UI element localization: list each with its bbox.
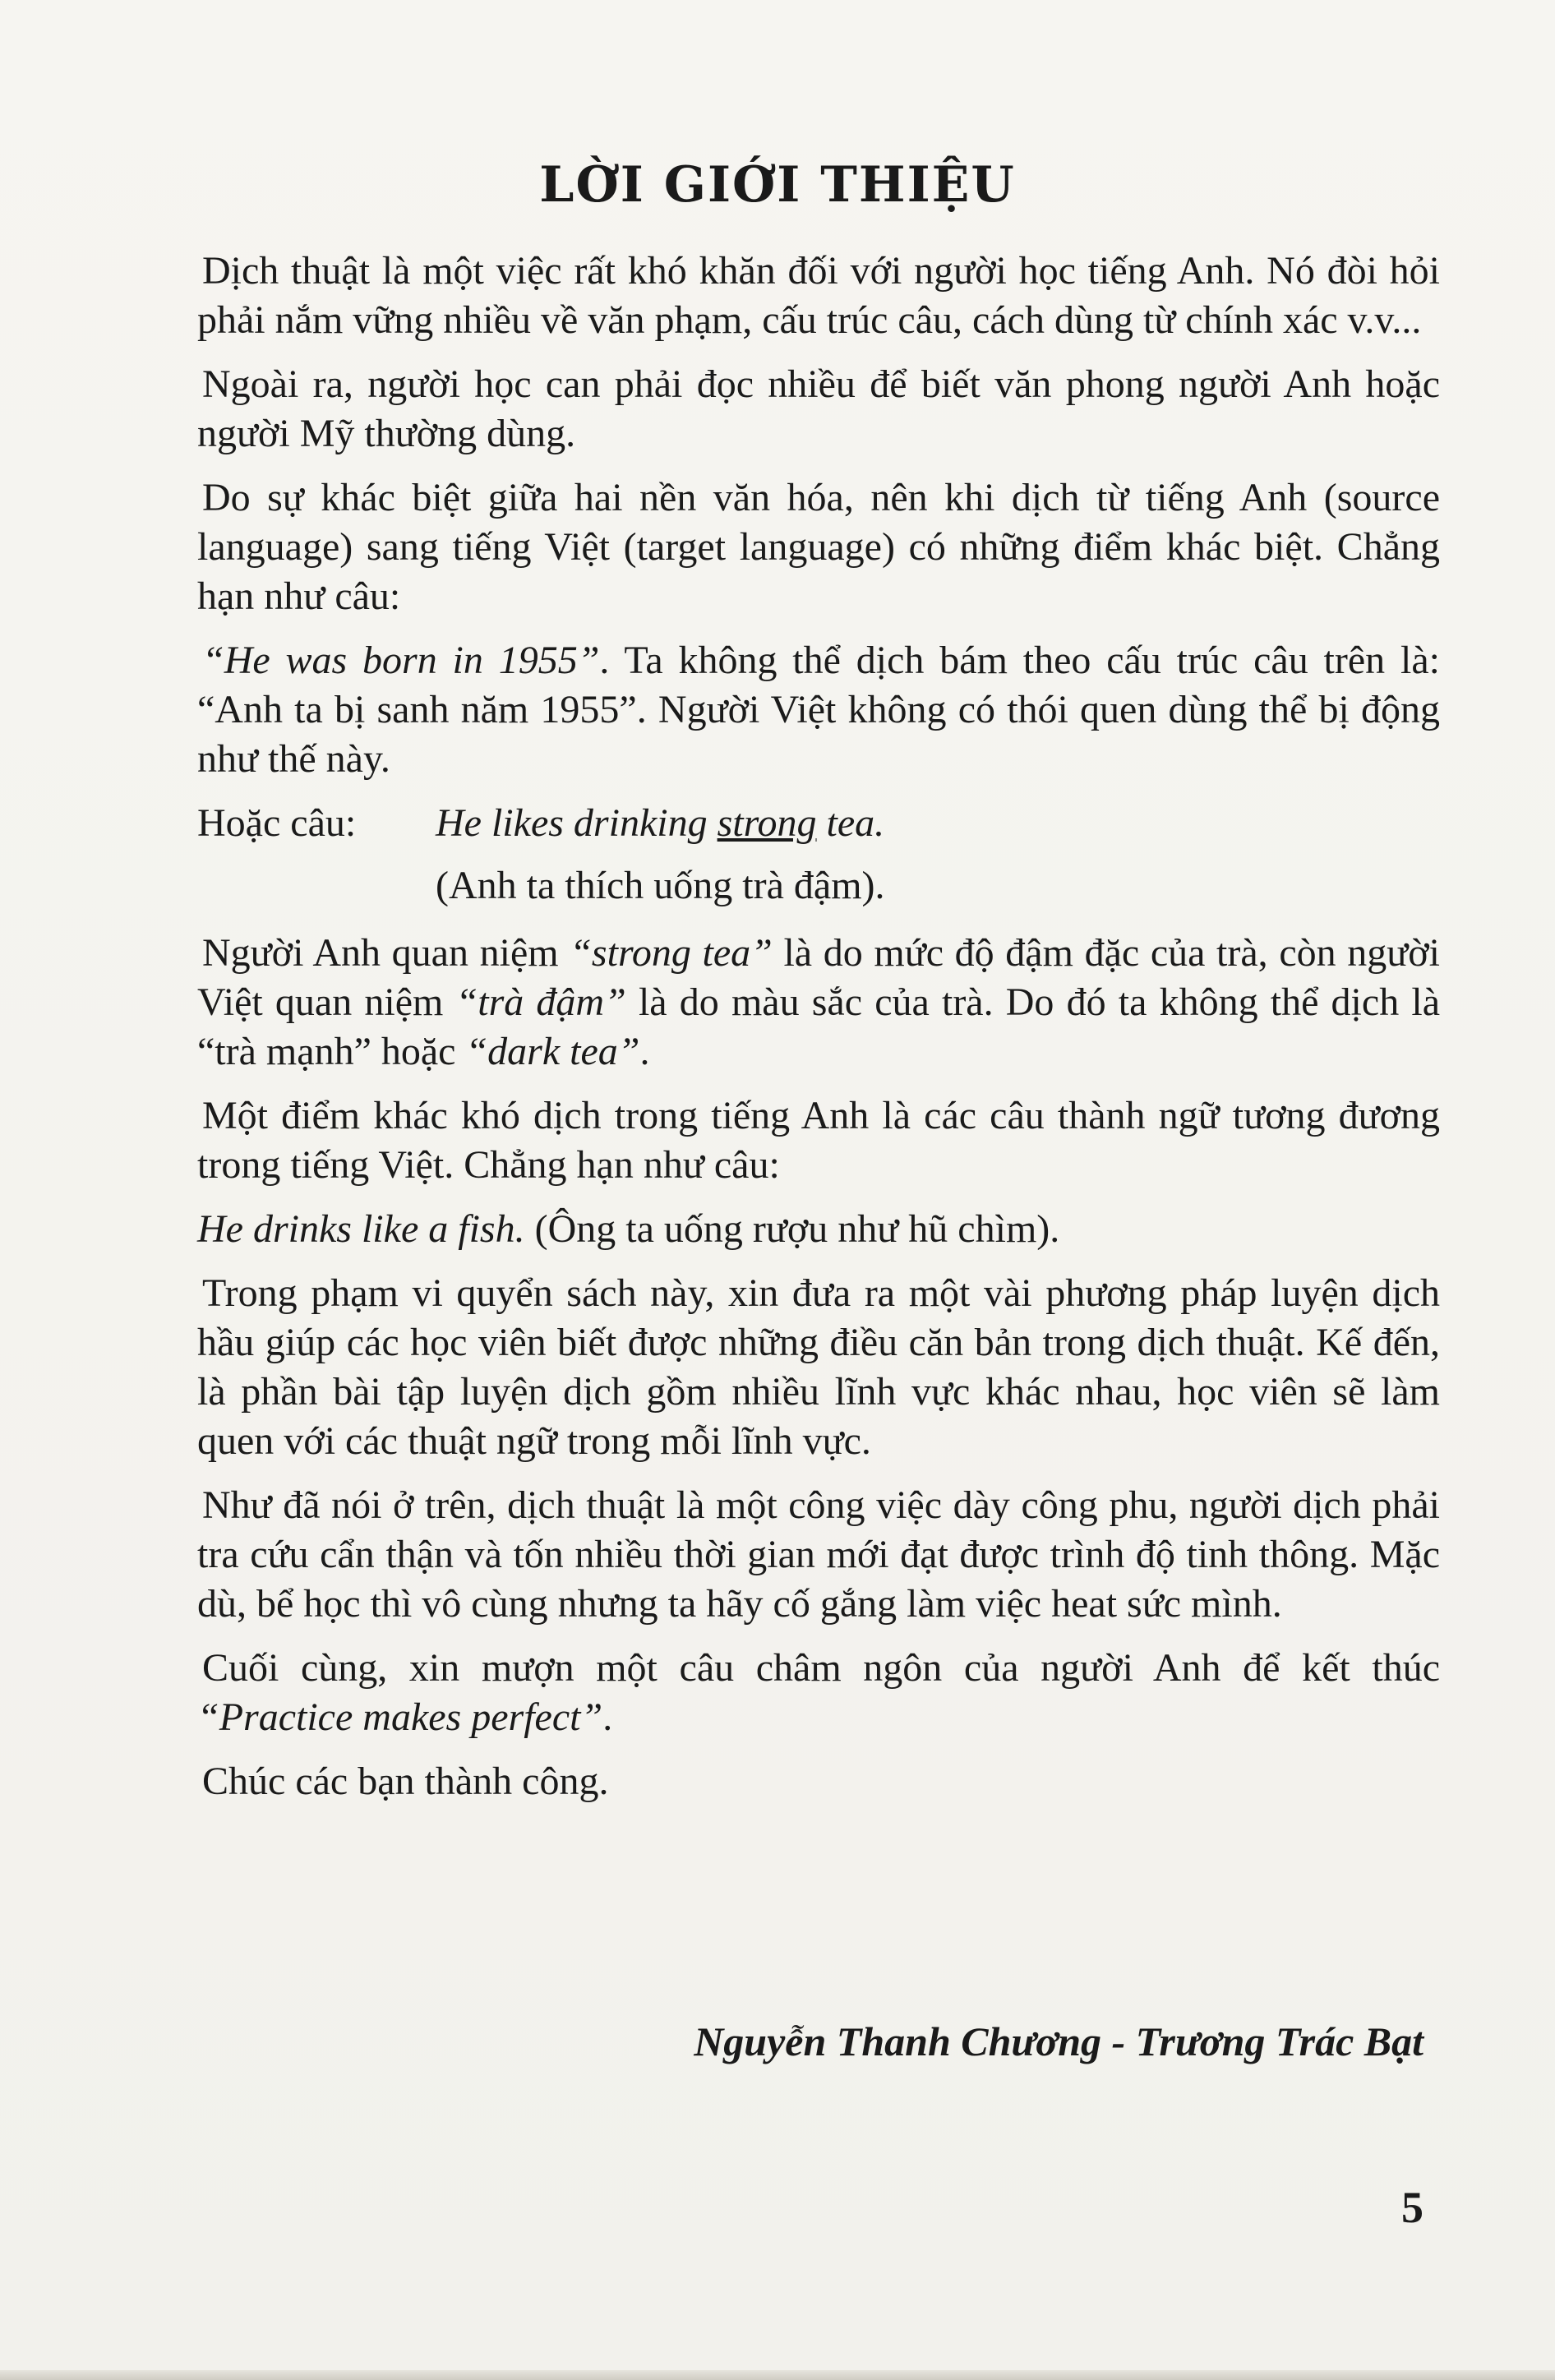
- example-pre: He likes drinking: [436, 801, 718, 845]
- p6-b: “strong tea”: [570, 931, 773, 975]
- p6-a: Người Anh quan niệm: [202, 931, 570, 975]
- p6-f: “dark tea”: [465, 1030, 640, 1073]
- page-title: LỜI GIỚI THIỆU: [539, 156, 1016, 214]
- p11-quote: “Practice makes perfect”: [197, 1695, 603, 1739]
- paragraph-12: Chúc các bạn thành công.: [202, 1760, 609, 1803]
- page-number: 5: [1401, 2183, 1423, 2232]
- paragraph-4-rest: . Ta không thể dịch bám theo cấu trúc câu trên là: “Anh ta bị sanh năm 1955”. Người Việt không có thói quen dùng thể bị động như thế này.: [197, 639, 1440, 781]
- paragraph-8: [197, 1205, 1440, 1254]
- example-label: Hoặc câu:: [197, 801, 357, 845]
- p6-e: là do màu sắc của trà. Do đó ta không thể dịch là “trà mạnh” hoặc: [197, 980, 1441, 1073]
- body-text: [197, 247, 1440, 1821]
- paragraph-3: Do sự khác biệt giữa hai nền văn hóa, nên khi dịch từ tiếng Anh (source language) sang tiếng Việt (target language) có những điểm khác biệt. Chẳng hạn như câu:: [197, 476, 1440, 618]
- example-translation: (Anh ta thích uống trà đậm).: [436, 864, 885, 907]
- example-underlined: strong: [717, 801, 817, 845]
- paragraph-10: Như đã nói ở trên, dịch thuật là một công việc dày công phu, người dịch phải tra cứu cẩn thận và tốn nhiều thời gian mới đạt được trình độ tinh thông. Mặc dù, bể học thì vô cùng nhưng ta hãy cố gắng làm việc heat sức mình.: [197, 1483, 1440, 1626]
- paragraph-4: [197, 636, 1440, 784]
- example-sentence: [197, 799, 1440, 848]
- paragraph-7: Một điểm khác khó dịch trong tiếng Anh là các câu thành ngữ tương đương trong tiếng Việt. Chẳng hạn như câu:: [197, 1094, 1440, 1187]
- paragraph-1: Dịch thuật là một việc rất khó khăn đối với người học tiếng Anh. Nó đòi hỏi phải nắm vững nhiều về văn phạm, cấu trúc câu, cách dùng từ chính xác v.v...: [197, 249, 1440, 342]
- paragraph-6: [197, 929, 1440, 1077]
- author-signature: Nguyễn Thanh Chương - Trương Trác Bạt: [694, 2018, 1423, 2064]
- paragraph-9: Trong phạm vi quyển sách này, xin đưa ra một vài phương pháp luyện dịch hầu giúp các học viên biết được những điều căn bản trong dịch thuật. Kế đến, là phần bài tập luyện dịch gồm nhiều lĩnh vực khác nhau, học viên sẽ làm quen với các thuật ngữ trong mỗi lĩnh vực.: [197, 1271, 1440, 1463]
- p6-g: .: [639, 1030, 650, 1073]
- idiom-english: He drinks like a fish.: [197, 1207, 525, 1251]
- example-quote: “He was born in 1955”: [202, 639, 600, 682]
- p6-d: “trà đậm”: [455, 980, 626, 1024]
- example-post: tea.: [816, 801, 885, 845]
- page-bottom-edge: [0, 2370, 1555, 2380]
- p11-a: Cuối cùng, xin mượn một câu châm ngôn của người Anh để kết thúc: [202, 1646, 1440, 1690]
- idiom-translation: (Ông ta uống rượu như hũ chìm).: [524, 1207, 1060, 1251]
- p11-c: .: [602, 1695, 613, 1739]
- example-english: [436, 799, 884, 848]
- p6-c: là do mức độ đậm đặc của trà, còn người Việt quan niệm: [197, 931, 1440, 1024]
- paragraph-2: Ngoài ra, người học can phải đọc nhiều để biết văn phong người Anh hoặc người Mỹ thường dùng.: [197, 362, 1440, 455]
- paragraph-11: [197, 1644, 1440, 1742]
